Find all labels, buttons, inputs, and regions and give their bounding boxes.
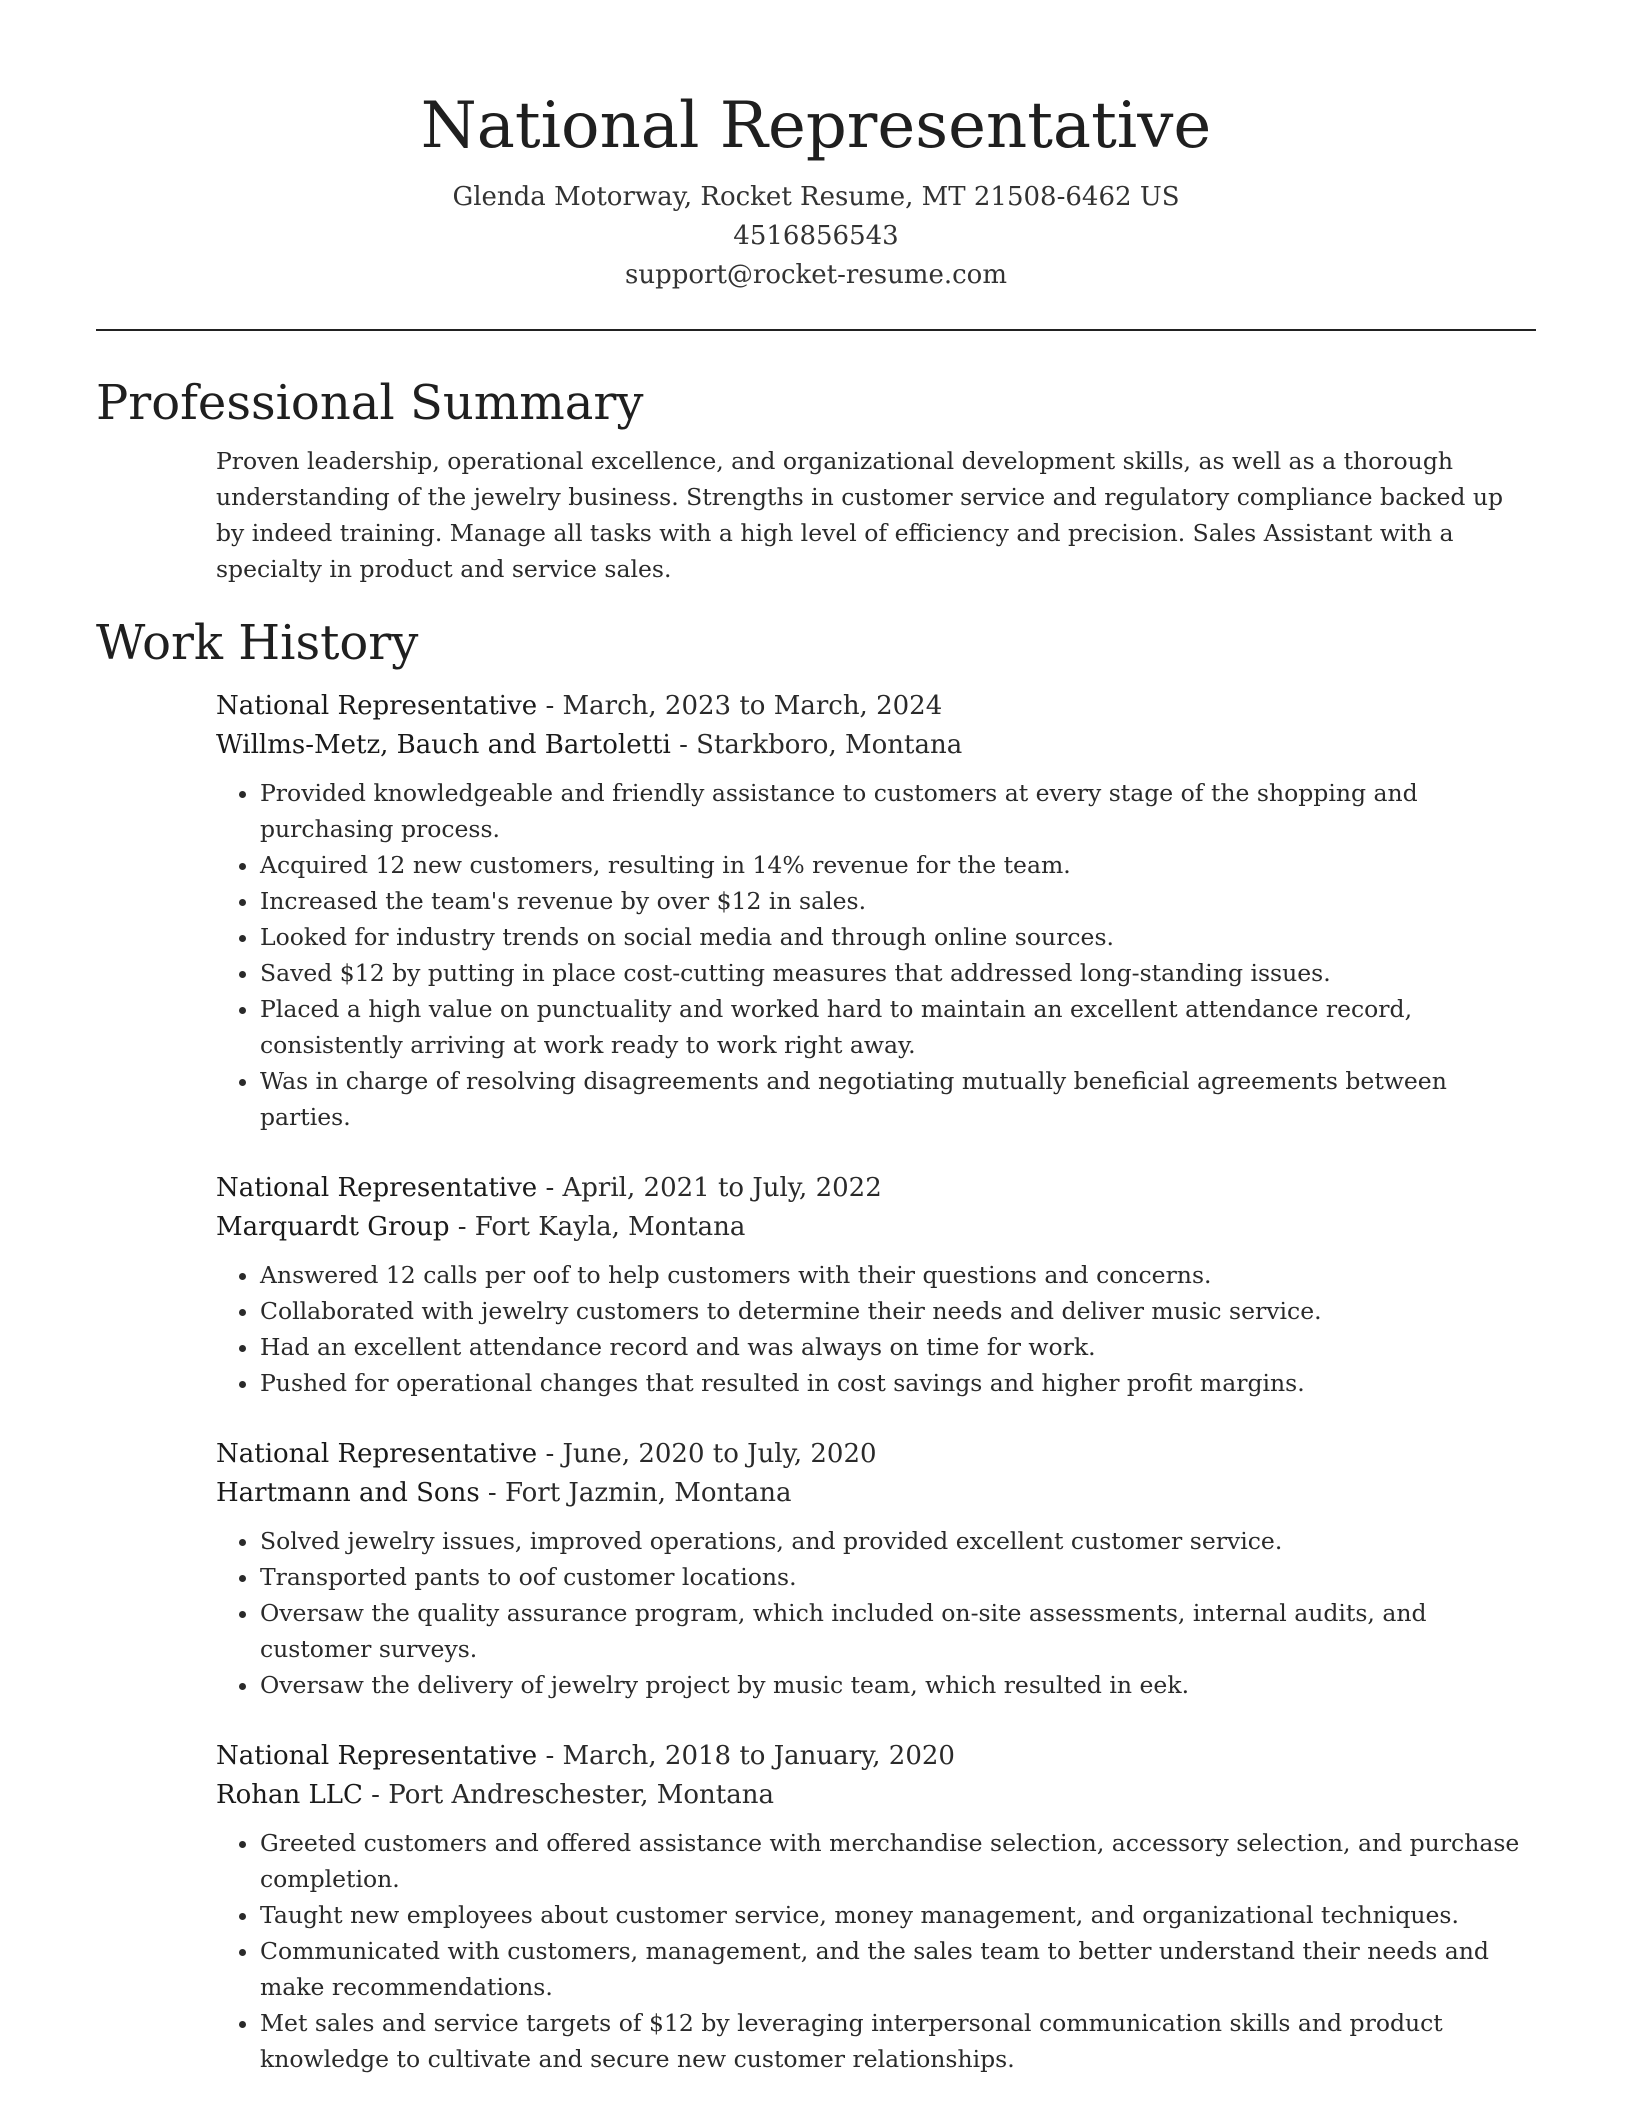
job-location: Fort Kayla, Montana (474, 1212, 746, 1242)
job-bullet: • Provided knowledgeable and friendly assistance to customers at every stage of the shopping and purchasing process. (260, 775, 1536, 847)
job-bullet: • Greeted customers and offered assistance with merchandise selection, accessory selection, and purchase completion. (260, 1825, 1536, 1897)
job-company: Rohan LLC (216, 1780, 363, 1810)
job-company: Marquardt Group (216, 1212, 450, 1242)
contact-block (96, 178, 1536, 295)
job-location: Starkboro, Montana (696, 730, 963, 760)
contact-email: support@rocket-resume.com (624, 260, 1007, 290)
job-dates: March, 2018 to January, 2020 (562, 1741, 955, 1771)
job-dates: April, 2021 to July, 2022 (562, 1173, 882, 1203)
summary-text: Proven leadership, operational excellence, and organizational development skills, as well as a thorough understanding of the jewelry business. Strengths in customer service and regulatory compliance backed up by indeed training. Manage all tasks with a high level of efficiency and precision. Sales Assistant with a specialty in product and service sales. (216, 447, 1504, 583)
summary-heading: Professional Summary (96, 375, 644, 431)
job-role-line: National Representative - March, 2018 to January, 2020 (216, 1741, 955, 1771)
job-company: Hartmann and Sons (216, 1478, 480, 1508)
job-bullet: • Looked for industry trends on social media and through online sources. (260, 919, 1536, 955)
job-bullet: • Acquired 12 new customers, resulting in 14% revenue for the team. (260, 847, 1536, 883)
job-role-line: National Representative - March, 2023 to March, 2024 (216, 691, 943, 721)
job-company-line: Marquardt Group - Fort Kayla, Montana (216, 1212, 746, 1242)
job-bullet: • Answered 12 calls per oof to help customers with their questions and concerns. (260, 1257, 1536, 1293)
job-bullet: • Oversaw the delivery of jewelry project by music team, which resulted in eek. (260, 1667, 1536, 1703)
work-history-heading: Work History (96, 615, 419, 671)
resume-header (96, 0, 1536, 295)
job-bullet: • Oversaw the quality assurance program, which included on-site assessments, internal audits, and customer surveys. (260, 1595, 1536, 1667)
job-bullet: • Had an excellent attendance record and was always on time for work. (260, 1329, 1536, 1365)
resume-page (96, 0, 1536, 2111)
job-bullet-list (216, 1825, 1536, 2077)
job-dates: June, 2020 to July, 2020 (562, 1439, 877, 1469)
job-bullet: • Was in charge of resolving disagreements and negotiating mutually beneficial agreements between parties. (260, 1063, 1536, 1135)
job-entry (216, 1737, 1536, 2077)
job-bullet: • Placed a high value on punctuality and worked hard to maintain an excellent attendance record, consistently arriving at work ready to work right away. (260, 991, 1536, 1063)
job-bullet: • Solved jewelry issues, improved operations, and provided excellent customer service. (260, 1523, 1536, 1559)
job-bullet-list (216, 775, 1536, 1135)
job-company-line: Rohan LLC - Port Andreschester, Montana (216, 1780, 774, 1810)
job-location: Fort Jazmin, Montana (505, 1478, 792, 1508)
job-bullet: • Taught new employees about customer service, money management, and organizational techniques. (260, 1897, 1536, 1933)
job-role-line: National Representative - April, 2021 to July, 2022 (216, 1173, 882, 1203)
job-entry (216, 687, 1536, 1135)
job-entry (216, 1435, 1536, 1703)
job-bullet: • Transported pants to oof customer locations. (260, 1559, 1536, 1595)
job-role: National Representative (216, 1439, 538, 1469)
contact-address: Glenda Motorway, Rocket Resume, MT 21508-6462 US (452, 182, 1180, 212)
job-bullet: • Increased the team's revenue by over $12 in sales. (260, 883, 1536, 919)
job-bullet: • Saved $12 by putting in place cost-cutting measures that addressed long-standing issues. (260, 955, 1536, 991)
job-company: Willms-Metz, Bauch and Bartoletti (216, 730, 671, 760)
header-divider (96, 329, 1536, 331)
job-role: National Representative (216, 1173, 538, 1203)
job-location: Port Andreschester, Montana (388, 1780, 774, 1810)
job-company-line: Hartmann and Sons - Fort Jazmin, Montana (216, 1478, 792, 1508)
job-dates: March, 2023 to March, 2024 (562, 691, 943, 721)
job-entry (216, 1169, 1536, 1401)
job-role: National Representative (216, 1741, 538, 1771)
job-bullet-list (216, 1523, 1536, 1703)
job-company-line: Willms-Metz, Bauch and Bartoletti - Starkboro, Montana (216, 730, 963, 760)
job-bullet: • Collaborated with jewelry customers to determine their needs and deliver music service. (260, 1293, 1536, 1329)
job-role-line: National Representative - June, 2020 to July, 2020 (216, 1439, 877, 1469)
job-bullet: • Communicated with customers, management, and the sales team to better understand their needs and make recommendations. (260, 1933, 1536, 2005)
contact-phone: 4516856543 (733, 221, 899, 251)
job-bullet: • Met sales and service targets of $12 by leveraging interpersonal communication skills and product knowledge to cultivate and secure new customer relationships. (260, 2005, 1536, 2077)
candidate-title: National Representative (420, 89, 1212, 163)
job-bullet: • Pushed for operational changes that resulted in cost savings and higher profit margins. (260, 1365, 1536, 1401)
work-history-list (216, 687, 1536, 2077)
job-bullet-list (216, 1257, 1536, 1401)
job-role: National Representative (216, 691, 538, 721)
